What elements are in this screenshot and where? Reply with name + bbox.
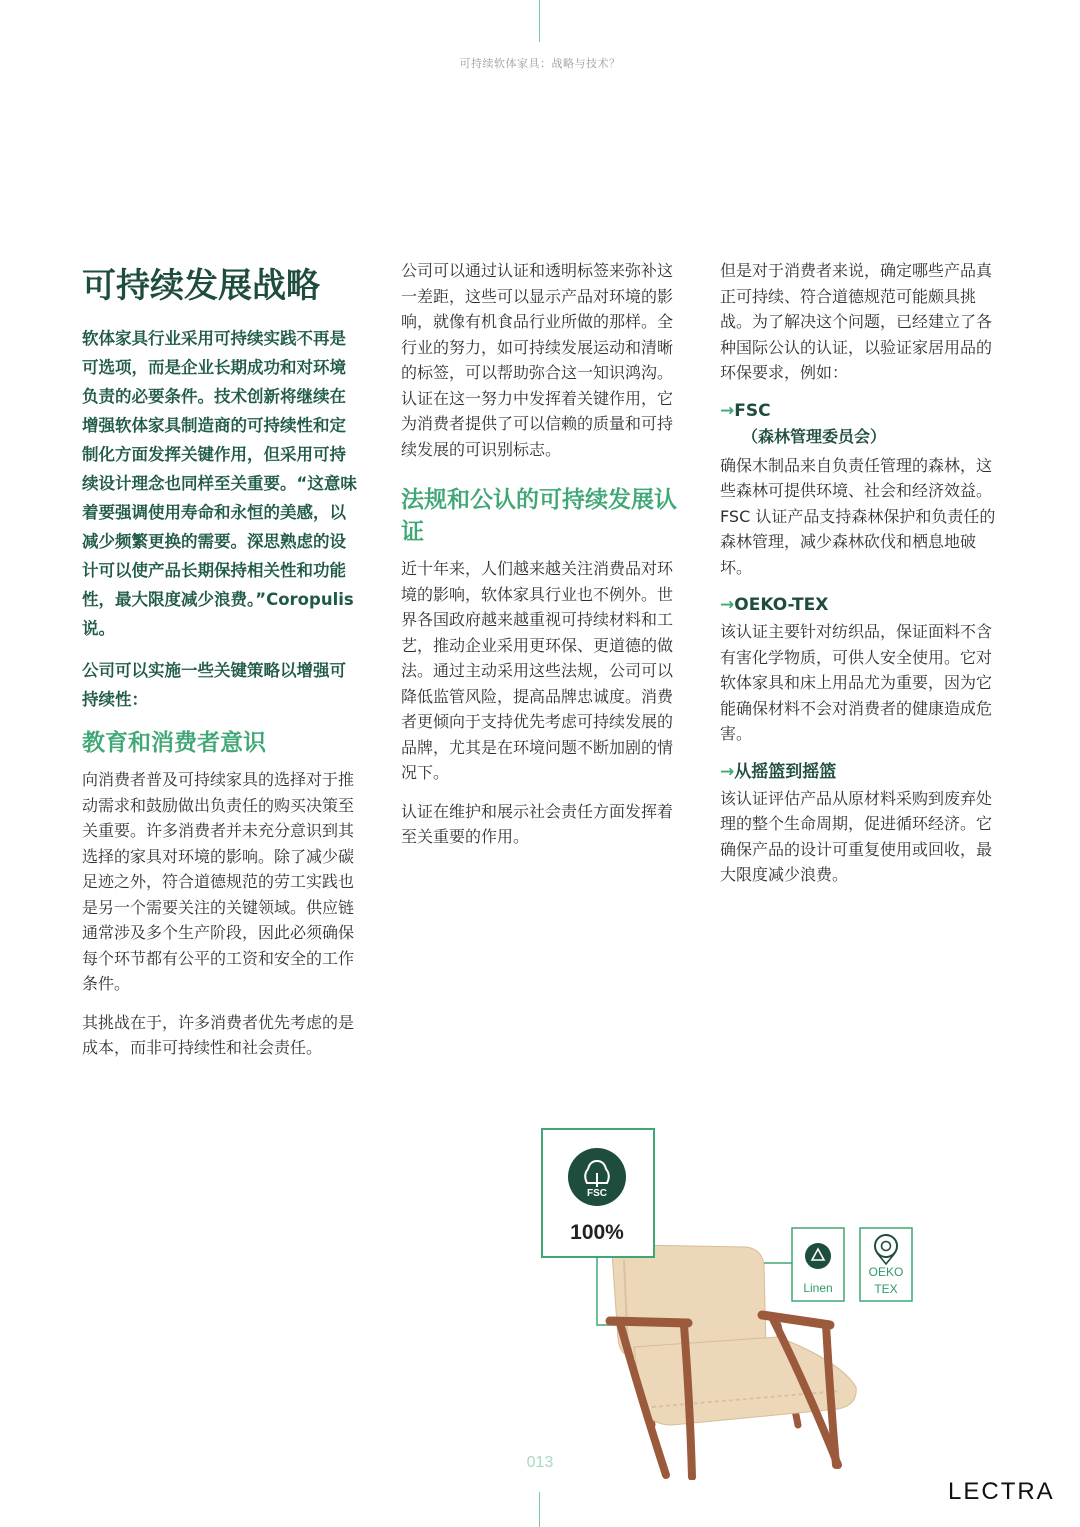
linen-label: Linen bbox=[803, 1281, 833, 1295]
recycle-icon bbox=[805, 1243, 831, 1269]
running-header: 可持续软体家具：战略与技术？ bbox=[459, 57, 621, 70]
fsc-badge-label: FSC bbox=[587, 1188, 607, 1199]
certifications-intro: 但是对于消费者来说，确定哪些产品真正可持续、符合道德规范可能颇具挑战。为了解决这个问题，已经建立了各种国际公认的认证，以验证家居用品的环保要求，例如： bbox=[720, 261, 993, 382]
education-paragraph-2: 其挑战在于，许多消费者优先考虑的是成本，而非可持续性和社会责任。 bbox=[82, 1012, 355, 1057]
cert-desc-oeko-tex: 该认证主要针对纺织品，保证面料不含有害化学物质，可供人安全使用。它对软体家具和床上用品尤为重要，因为它能确保材料不会对消费者的健康造成危害。 bbox=[720, 622, 993, 743]
regulations-paragraph-1: 近十年来，人们越来越关注消费品对环境的影响，软体家具行业也不例外。世界各国政府越来越重视可持续材料和工艺，推动企业采用更环保、更道德的做法。通过主动采用这些法规，公司可以降低监管风险，提高品牌忠诚度。消费者更倾向于支持优先考虑可持续发展的品牌，尤其是在环境问题不断加剧的情况下。 bbox=[401, 559, 674, 782]
cert-title-fsc: →FSC bbox=[720, 400, 771, 421]
column-1 bbox=[82, 258, 362, 1074]
page-number: 013 bbox=[526, 1454, 554, 1471]
page-title: 可持续发展战略 bbox=[82, 266, 320, 306]
column-2 bbox=[401, 258, 683, 863]
arrow-right-icon: → bbox=[720, 595, 735, 615]
cert-desc-cradle: 该认证评估产品从原材料采购到废弃处理的整个生命周期，促进循环经济。它确保产品的设计可重复使用或回收，最大限度减少浪费。 bbox=[720, 788, 993, 884]
cert-desc-fsc: 确保木制品来自负责任管理的森林，这些森林可提供环境、社会和经济效益。FSC 认证产品支持森林保护和负责任的森林管理，减少森林砍伐和栖息地破坏。 bbox=[720, 455, 996, 577]
education-paragraph-1: 向消费者普及可持续家具的选择对于推动需求和鼓励做出负责任的购买决策至关重要。许多消费者并未充分意识到其选择的家具对环境的影响。除了减少碳足迹之外，符合道德规范的劳工实践也是另一个需要关注的关键领域。供应链通常涉及多个生产阶段，因此必须确保每个环节都有公平的工资和安全的工作条件。 bbox=[82, 770, 355, 993]
oeko-tex-label-line2: TEX bbox=[874, 1282, 898, 1296]
section-heading-education: 教育和消费者意识 bbox=[82, 730, 266, 756]
oeko-tex-label-line1: OEKO bbox=[868, 1265, 904, 1279]
bottom-divider-line bbox=[539, 1492, 540, 1527]
section-heading-regulations: 法规和公认的可持续发展认证 bbox=[401, 487, 677, 545]
chair-seat bbox=[634, 1337, 856, 1425]
arrow-right-icon: → bbox=[720, 400, 735, 421]
labels-paragraph: 公司可以通过认证和透明标签来弥补这一差距，这些可以显示产品对环境的影响，就像有机食品行业所做的那样。全行业的努力，如可持续发展运动和清晰的标签，可以帮助弥合这一知识鸿沟。认证在这一努力中发挥着关键作用，它为消费者提供了可以信赖的质量和可持续发展的可识别标志。 bbox=[401, 261, 674, 459]
fsc-percent: 100% bbox=[570, 1221, 624, 1244]
arrow-right-icon: → bbox=[720, 761, 735, 782]
chair-certification-illustration bbox=[540, 1125, 930, 1480]
column-3 bbox=[720, 258, 1002, 901]
cert-title-cradle: →从摇篮到摇篮 bbox=[720, 761, 837, 782]
lectra-logo: LECTRA bbox=[948, 1478, 1055, 1505]
top-divider-line bbox=[539, 0, 540, 42]
lead-paragraph: 软体家具行业采用可持续实践不再是可选项，而是企业长期成功和对环境负责的必要条件。技术创新将继续在增强软体家具制造商的可持续性和定制化方面发挥关键作用，但采用可持续设计理念也同样至关重要。“这意味着要强调使用寿命和永恒的美感，以减少频繁更换的需要。深思熟虑的设计可以使产品长期保持相关性和功能性，最大限度减少浪费。”Coropulis说。 bbox=[82, 329, 357, 638]
regulations-paragraph-2: 认证在维护和展示社会责任方面发挥着至关重要的作用。 bbox=[401, 801, 674, 846]
strategies-intro: 公司可以实施一些关键策略以增强可持续性： bbox=[82, 661, 346, 709]
cert-title-oeko-tex: →OEKO-TEX bbox=[720, 595, 829, 615]
cert-subtitle-fsc: （森林管理委员会） bbox=[742, 426, 887, 446]
